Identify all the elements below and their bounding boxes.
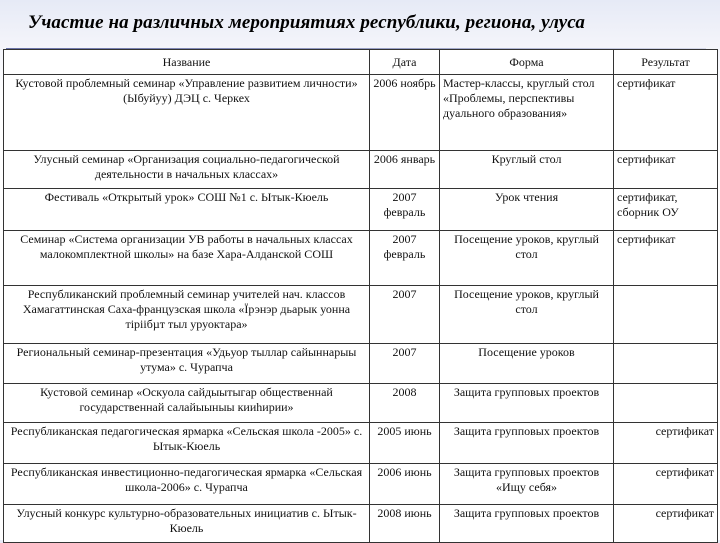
cell-date: 2007 февраль <box>370 231 440 286</box>
table-row <box>4 231 718 286</box>
cell-form: Мастер-классы, круглый стол «Проблемы, перспективы дуального образования» <box>440 75 614 151</box>
header-name: Название <box>4 50 370 75</box>
table-row <box>4 423 718 464</box>
cell-form: Защита групповых проектов <box>440 384 614 423</box>
cell-result <box>614 384 718 423</box>
cell-date: 2008 <box>370 384 440 423</box>
cell-name: Кустовой проблемный семинар «Управление развитием личности» (Ыбуйуу) ДЭЦ с. Черкех <box>4 75 370 151</box>
cell-form: Защита групповых проектов «Ищу себя» <box>440 464 614 505</box>
cell-name: Кустовой семинар «Оскуола сайдыытыгар общественнай государственнай салайыыныы кииhирии» <box>4 384 370 423</box>
cell-name: Региональный семинар-презентация «Удьуор тыллар сайыннарыы утума» с. Чурапча <box>4 344 370 384</box>
cell-form: Урок чтения <box>440 189 614 231</box>
header-form: Форма <box>440 50 614 75</box>
cell-name: Республиканская педагогическая ярмарка «Сельская школа -2005» с. Ытык-Кюель <box>4 423 370 464</box>
events-table <box>3 49 718 543</box>
cell-form: Защита групповых проектов <box>440 505 614 543</box>
cell-date: 2006 июнь <box>370 464 440 505</box>
cell-result <box>614 286 718 344</box>
cell-result: сертификат <box>614 505 718 543</box>
cell-name: Семинар «Система организации УВ работы в начальных классах малокомплектной школы» на базе Хара-Алданской СОШ <box>4 231 370 286</box>
cell-result <box>614 344 718 384</box>
cell-date: 2007 февраль <box>370 189 440 231</box>
cell-form: Защита групповых проектов <box>440 423 614 464</box>
cell-form: Посещение уроков <box>440 344 614 384</box>
cell-name: Фестиваль «Открытый урок» СОШ №1 с. Ытык-Кюель <box>4 189 370 231</box>
cell-result: сертификат <box>614 464 718 505</box>
table-row <box>4 151 718 189</box>
table-row <box>4 464 718 505</box>
cell-result: сертификат <box>614 151 718 189</box>
slide-title: Участие на различных мероприятиях республики, региона, улуса <box>28 12 585 33</box>
table-row <box>4 384 718 423</box>
table-row <box>4 505 718 543</box>
table-row <box>4 75 718 151</box>
cell-date: 2006 ноябрь <box>370 75 440 151</box>
cell-form: Посещение уроков, круглый стол <box>440 231 614 286</box>
header-result: Результат <box>614 50 718 75</box>
cell-form: Посещение уроков, круглый стол <box>440 286 614 344</box>
header-date: Дата <box>370 50 440 75</box>
cell-name: Республиканский проблемный семинар учителей нач. классов Хамагаттинская Саха-французская школа «Їрэнэр дьарык уонна тіріібµт тыл уруоктара» <box>4 286 370 344</box>
cell-date: 2007 <box>370 286 440 344</box>
cell-date: 2006 январь <box>370 151 440 189</box>
table-header-row <box>4 50 718 75</box>
cell-result: сертификат, сборник ОУ <box>614 189 718 231</box>
cell-name: Республиканская инвестиционно-педагогическая ярмарка «Сельская школа-2006» с. Чурапча <box>4 464 370 505</box>
cell-result: сертификат <box>614 231 718 286</box>
cell-name: Улусный конкурс культурно-образовательных инициатив с. Ытык-Кюель <box>4 505 370 543</box>
table-row <box>4 189 718 231</box>
table-row <box>4 286 718 344</box>
cell-date: 2008 июнь <box>370 505 440 543</box>
cell-name: Улусный семинар «Организация социально-педагогической деятельности в начальных классах» <box>4 151 370 189</box>
cell-result: сертификат <box>614 75 718 151</box>
cell-result: сертификат <box>614 423 718 464</box>
cell-form: Круглый стол <box>440 151 614 189</box>
cell-date: 2007 <box>370 344 440 384</box>
cell-date: 2005 июнь <box>370 423 440 464</box>
table-row <box>4 344 718 384</box>
